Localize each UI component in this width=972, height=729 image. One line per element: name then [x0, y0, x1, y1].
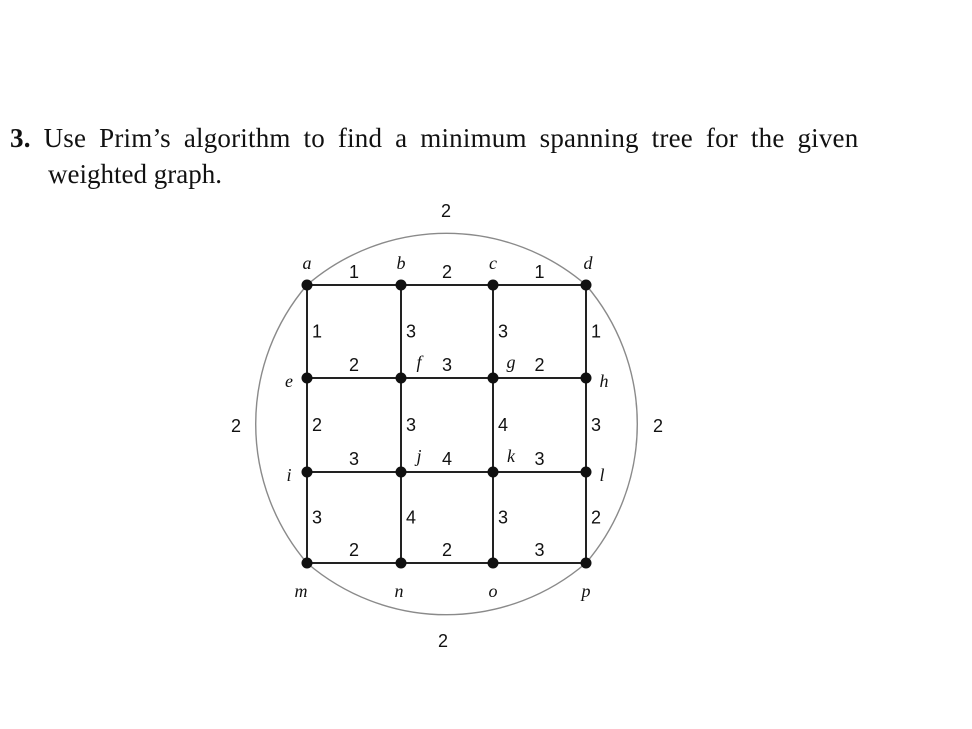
- vertex-g: [488, 373, 499, 384]
- edge-a-m: [256, 285, 307, 563]
- weight-a-e: 1: [311, 321, 323, 342]
- vertex-label-h: h: [599, 371, 609, 392]
- weight-m-n: 2: [348, 539, 360, 560]
- weight-m-p: 2: [437, 630, 449, 651]
- problem-text-line-2: weighted graph.: [48, 159, 222, 189]
- vertex-label-k: k: [507, 446, 515, 467]
- vertex-j: [396, 467, 407, 478]
- vertex-a: [302, 280, 313, 291]
- vertex-k: [488, 467, 499, 478]
- vertex-label-i: i: [286, 465, 292, 486]
- weight-e-f: 2: [348, 354, 360, 375]
- vertex-label-c: c: [489, 253, 497, 274]
- weight-d-h: 1: [590, 321, 602, 342]
- vertex-label-f: f: [416, 352, 422, 373]
- weight-i-j: 3: [348, 448, 360, 469]
- weight-k-l: 3: [534, 448, 545, 469]
- vertex-label-m: m: [294, 581, 308, 602]
- weight-b-f: 3: [405, 321, 417, 342]
- weight-j-k: 4: [441, 448, 453, 469]
- vertex-c: [488, 280, 499, 291]
- vertex-label-o: o: [488, 581, 498, 602]
- weight-o-p: 3: [534, 539, 545, 560]
- weight-n-o: 2: [441, 539, 453, 560]
- vertex-e: [302, 373, 313, 384]
- weight-l-p: 2: [590, 507, 602, 528]
- vertex-h: [581, 373, 592, 384]
- vertex-label-a: a: [302, 253, 312, 274]
- vertex-i: [302, 467, 313, 478]
- vertices-layer: [302, 280, 592, 569]
- vertex-n: [396, 558, 407, 569]
- vertex-label-p: p: [581, 581, 591, 602]
- weight-c-g: 3: [497, 321, 509, 342]
- vertex-label-n: n: [394, 581, 404, 602]
- weight-k-o: 3: [497, 507, 509, 528]
- vertex-b: [396, 280, 407, 291]
- weight-f-g: 3: [441, 354, 453, 375]
- weight-b-c: 2: [441, 261, 453, 282]
- edge-m-p: [307, 563, 586, 615]
- weight-a-d: 2: [440, 200, 452, 221]
- weight-g-h: 2: [534, 354, 545, 375]
- weight-h-l: 3: [590, 414, 602, 435]
- problem-text-line-1: Use Prim’s algorithm to find a minimum spanning tree for the given: [43, 123, 859, 153]
- vertex-label-d: d: [583, 253, 593, 274]
- vertex-label-j: j: [416, 446, 422, 467]
- weight-j-n: 4: [405, 507, 417, 528]
- weight-a-m: 2: [230, 415, 242, 436]
- vertex-l: [581, 467, 592, 478]
- weight-g-k: 4: [497, 414, 509, 435]
- vertex-label-e: e: [285, 371, 293, 392]
- vertex-o: [488, 558, 499, 569]
- weight-f-j: 3: [405, 414, 417, 435]
- weight-a-b: 1: [348, 261, 360, 282]
- problem-number: 3.: [10, 123, 31, 153]
- weight-i-m: 3: [311, 507, 323, 528]
- vertex-d: [581, 280, 592, 291]
- vertex-label-b: b: [396, 253, 406, 274]
- weight-c-d: 1: [534, 261, 545, 282]
- vertex-label-g: g: [506, 352, 516, 373]
- vertex-f: [396, 373, 407, 384]
- vertex-m: [302, 558, 313, 569]
- vertex-p: [581, 558, 592, 569]
- vertex-label-l: l: [599, 465, 605, 486]
- weight-e-i: 2: [311, 414, 323, 435]
- weight-d-p: 2: [652, 415, 664, 436]
